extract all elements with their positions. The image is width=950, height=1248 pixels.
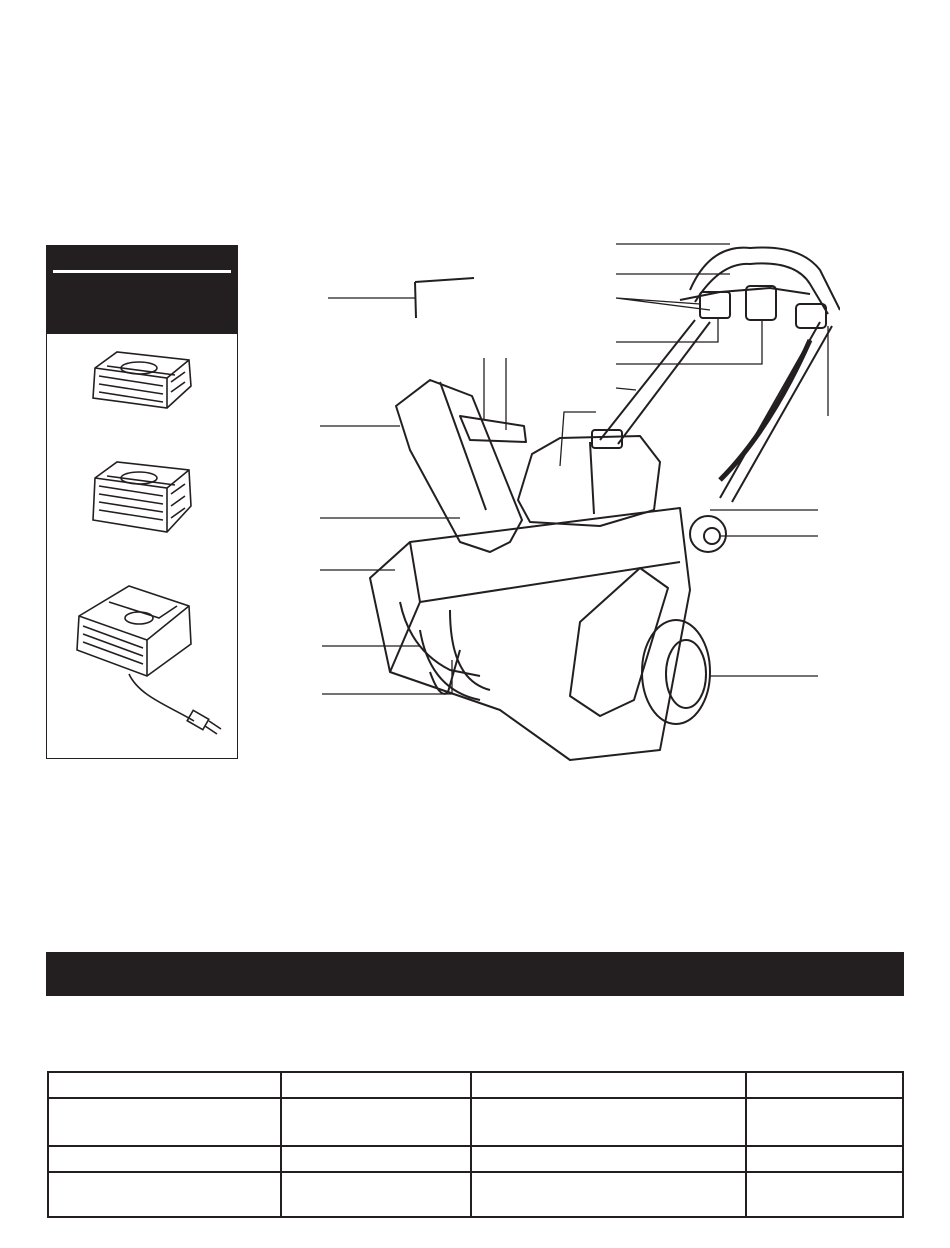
section-heading-bar [46,952,904,996]
table-cell [746,1172,903,1217]
table-cell [48,1072,281,1098]
table-cell [48,1146,281,1172]
table-row [48,1172,903,1217]
table-cell [281,1172,471,1217]
allen-key-icon [415,278,474,318]
table-cell [281,1098,471,1146]
table-cell [746,1146,903,1172]
battery-pack-icon [87,456,197,546]
power-cable [720,340,810,480]
table-cell [746,1072,903,1098]
battery-pack-icon [87,346,197,426]
right-handle-rail [720,322,832,502]
specifications-table [47,1071,904,1218]
table-cell [471,1072,746,1098]
left-handle-rail [600,320,710,444]
side-panel [570,568,668,716]
header-rule [53,270,231,273]
discharge-chute [396,380,522,552]
table-cell [471,1098,746,1146]
auger-housing [370,508,690,760]
table-cell [471,1172,746,1217]
accessories-panel [46,245,238,759]
table-row [48,1146,903,1172]
wheel [642,620,710,724]
table-cell [48,1172,281,1217]
table-cell [281,1072,471,1098]
table-cell [471,1146,746,1172]
battery-charger-icon [69,576,229,746]
snow-thrower-diagram [300,230,840,770]
accessories-panel-header [47,246,237,334]
table-row [48,1072,903,1098]
table-cell [48,1098,281,1146]
table-cell [281,1146,471,1172]
table-cell [746,1098,903,1146]
chute-deflector [460,416,526,442]
table-row [48,1098,903,1146]
